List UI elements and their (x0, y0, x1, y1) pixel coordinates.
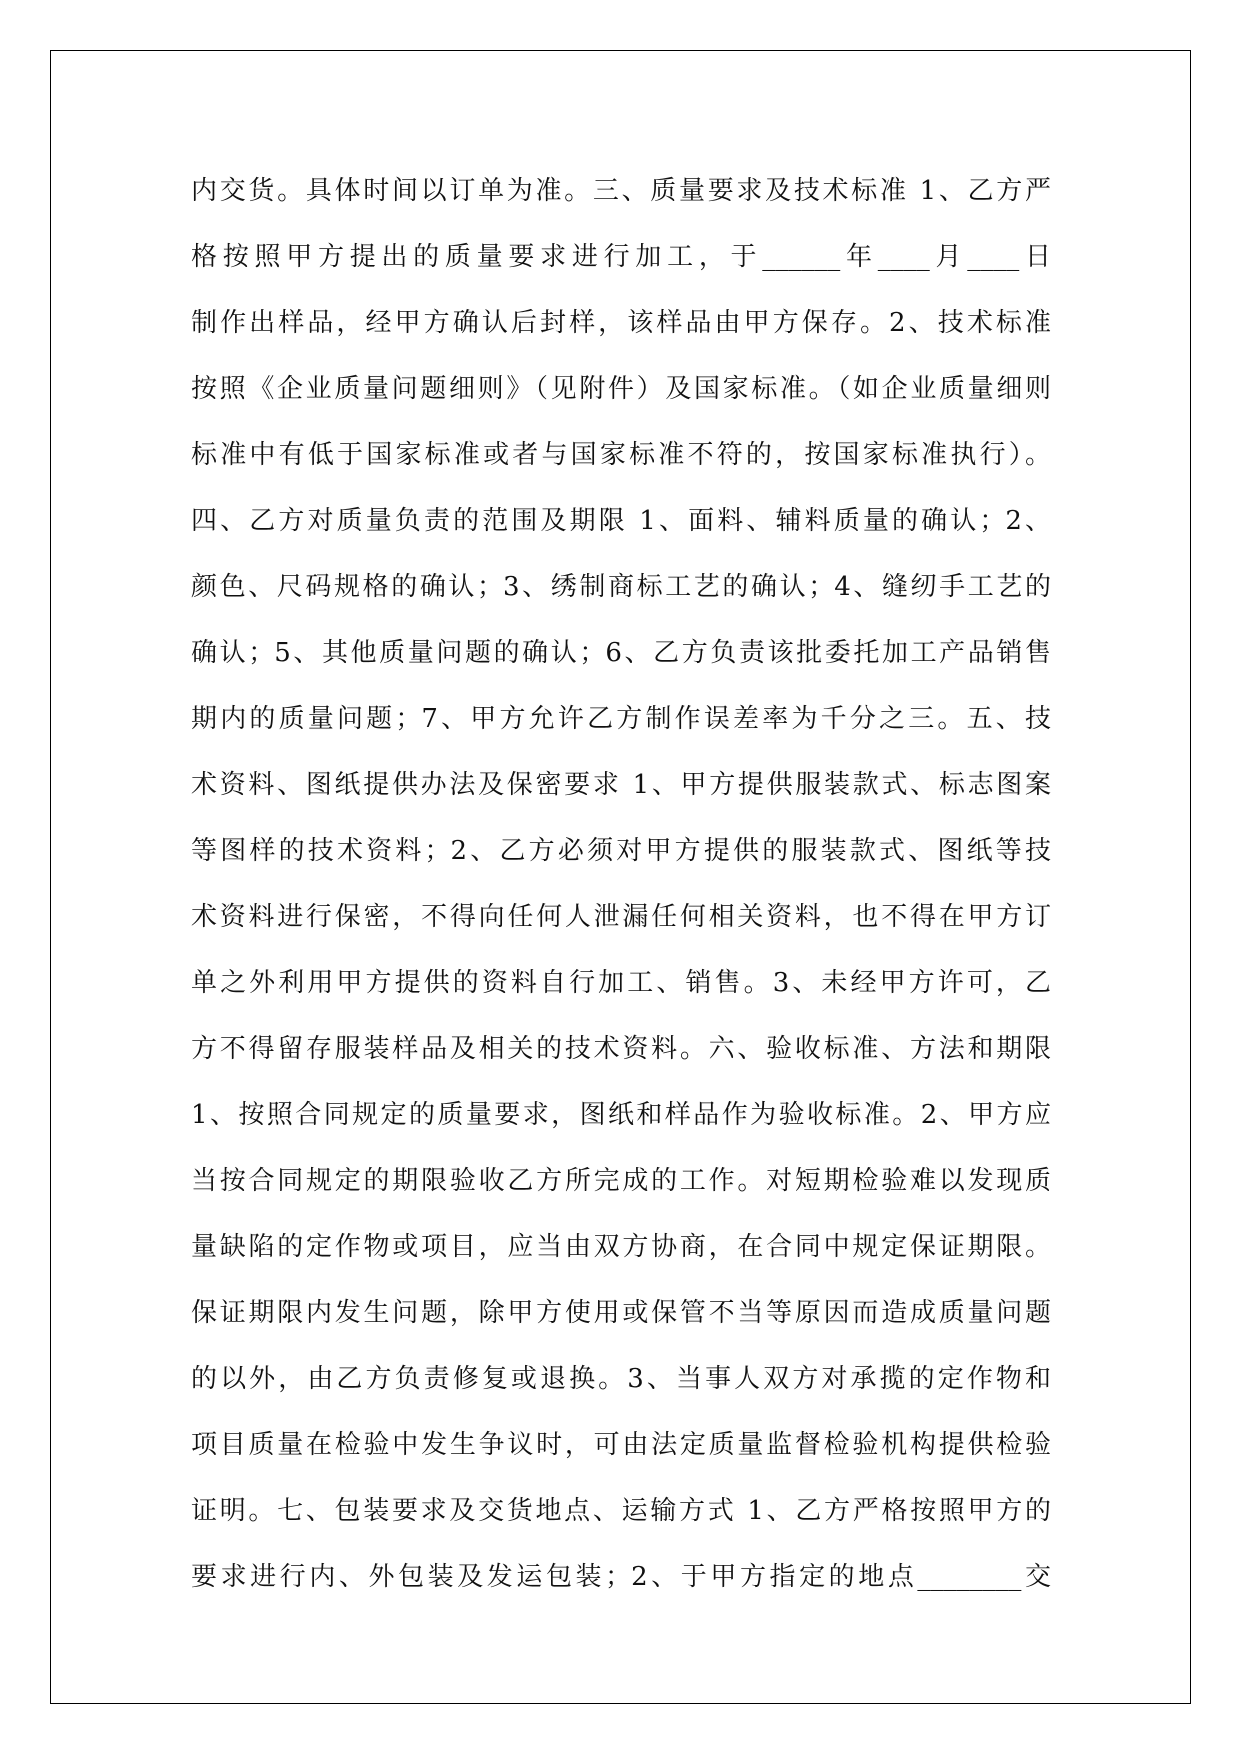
text-line: 要求进行内、外包装及发运包装；2、于甲方指定的地点________交 (191, 1562, 1051, 1592)
text-line: 格按照甲方提出的质量要求进行加工，于______年____月____日 (191, 242, 1051, 272)
text-line: 当按合同规定的期限验收乙方所完成的工作。对短期检验难以发现质 (191, 1166, 1051, 1196)
text-line: 期内的质量问题；7、甲方允许乙方制作误差率为千分之三。五、技 (191, 704, 1051, 734)
text-line: 术资料进行保密，不得向任何人泄漏任何相关资料，也不得在甲方订 (191, 902, 1051, 932)
text-line: 的以外，由乙方负责修复或退换。3、当事人双方对承揽的定作物和 (191, 1364, 1051, 1394)
text-line: 标准中有低于国家标准或者与国家标准不符的，按国家标准执行）。 (191, 440, 1051, 470)
text-line: 确认；5、其他质量问题的确认；6、乙方负责该批委托加工产品销售 (191, 638, 1051, 668)
text-line: 证明。七、包装要求及交货地点、运输方式 1、乙方严格按照甲方的 (191, 1496, 1051, 1526)
document-body (191, 158, 1061, 1610)
text-line: 按照《企业质量问题细则》（见附件）及国家标准。（如企业质量细则 (191, 374, 1051, 404)
text-line: 四、乙方对质量负责的范围及期限 1、面料、辅料质量的确认；2、 (191, 506, 1051, 536)
text-line: 量缺陷的定作物或项目，应当由双方协商，在合同中规定保证期限。 (191, 1232, 1051, 1262)
text-line: 保证期限内发生问题，除甲方使用或保管不当等原因而造成质量问题 (191, 1298, 1051, 1328)
text-line: 单之外利用甲方提供的资料自行加工、销售。3、未经甲方许可，乙 (191, 968, 1051, 998)
text-line: 1、按照合同规定的质量要求，图纸和样品作为验收标准。2、甲方应 (191, 1100, 1051, 1130)
text-line: 制作出样品，经甲方确认后封样，该样品由甲方保存。2、技术标准 (191, 308, 1051, 338)
text-line: 内交货。具体时间以订单为准。三、质量要求及技术标准 1、乙方严 (191, 176, 1051, 206)
text-line: 术资料、图纸提供办法及保密要求 1、甲方提供服装款式、标志图案 (191, 770, 1051, 800)
text-line: 项目质量在检验中发生争议时，可由法定质量监督检验机构提供检验 (191, 1430, 1051, 1460)
text-line: 方不得留存服装样品及相关的技术资料。六、验收标准、方法和期限 (191, 1034, 1051, 1064)
text-line: 颜色、尺码规格的确认；3、绣制商标工艺的确认；4、缝纫手工艺的 (191, 572, 1051, 602)
text-line: 等图样的技术资料；2、乙方必须对甲方提供的服装款式、图纸等技 (191, 836, 1051, 866)
